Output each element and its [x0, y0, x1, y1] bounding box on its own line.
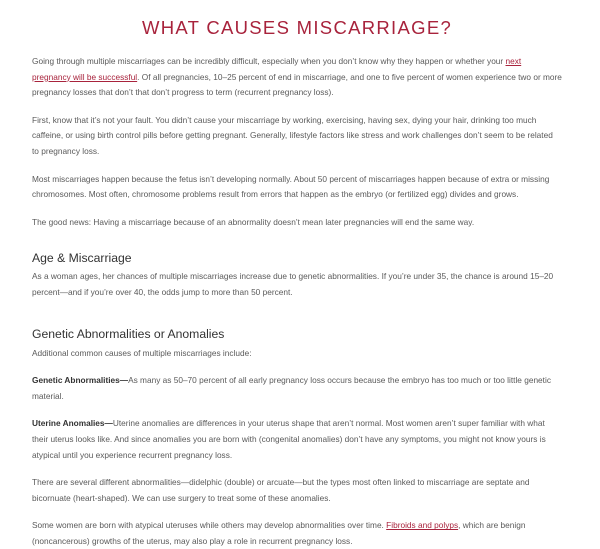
- intro-text-before: Going through multiple miscarriages can be incredibly difficult, especially when you don’t know why they happen or whether your: [32, 56, 506, 66]
- genetic-intro: Additional common causes of multiple miscarriages include:: [32, 347, 252, 358]
- genetic-heading: Genetic Abnormalities or Anomalies: [32, 326, 225, 341]
- uterine-anomalies-text: Uterine anomalies are differences in your uterus shape that aren’t normal. Most women aren’t super familiar with what their uterus looks like. And since anomalies you are born with (congenital anomalies) don’t have any symptoms, you might not know yours is atypical until you experience recurrent pregnancy loss.: [32, 418, 546, 460]
- genetic-abnormalities-label: Genetic Abnormalities—: [32, 375, 129, 386]
- fibroids-polyps-link[interactable]: Fibroids and polyps: [386, 520, 459, 531]
- fetus-paragraph: Most miscarriages happen because the fetus isn’t developing normally. About 50 percent of miscarriages happen because of extra or missing chromosomes. Most often, chromosome problems result from errors that happen as the embryo (or fertilized egg) divides and grows.: [32, 173, 550, 200]
- intro-paragraph: [32, 54, 562, 101]
- genetic-abnormalities-text: As many as 50–70 percent of all early pregnancy loss occurs because the embryo has too much or too little genetic material.: [32, 375, 551, 401]
- genetic-abnormalities-paragraph: [32, 373, 562, 404]
- good-news-paragraph: The good news: Having a miscarriage because of an abnormality doesn’t mean later pregnancies will end the same way.: [32, 216, 475, 227]
- fibroids-paragraph: [32, 518, 562, 549]
- uterine-anomalies-paragraph: [32, 416, 562, 463]
- uterine-anomalies-label: Uterine Anomalies—: [32, 418, 113, 429]
- intro-text-after: . Of all pregnancies, 10–25 percent of end in miscarriage, and one to five percent of women experience two or more pregnancy losses that don’t that don’t progress to term (recurrent pregnancy loss).: [32, 71, 562, 98]
- several-abnormalities-paragraph: There are several different abnormalities—didelphic (double) or arcuate—but the types most often linked to miscarriage are septate and bicornuate (heart-shaped). We can use surgery to treat some of these anomalies.: [32, 477, 530, 503]
- age-paragraph: As a woman ages, her chances of multiple miscarriages increase due to genetic abnormalities. If you’re under 35, the chance is around 15–20 percent—and if you’re over 40, the odds jump to more than 50 percent.: [32, 271, 554, 297]
- fault-paragraph: First, know that it’s not your fault. You didn’t cause your miscarriage by working, exercising, having sex, dying your hair, drinking too much caffeine, or using birth control pills before getting pregnant. Generally, lifestyle factors like stress and work challenges don’t seem to be related to pregnancy loss.: [32, 114, 553, 156]
- page-title: WHAT CAUSES MISCARRIAGE?: [141, 17, 453, 38]
- age-heading: Age & Miscarriage: [32, 251, 132, 266]
- fibroids-text-after: , which are benign (noncancerous) growths of the uterus, may also play a role in recurrent pregnancy loss.: [32, 520, 526, 546]
- fibroids-text-before: Some women are born with atypical uteruses while others may develop abnormalities over time.: [32, 520, 387, 531]
- next-pregnancy-link[interactable]: next pregnancy will be successful: [32, 56, 522, 82]
